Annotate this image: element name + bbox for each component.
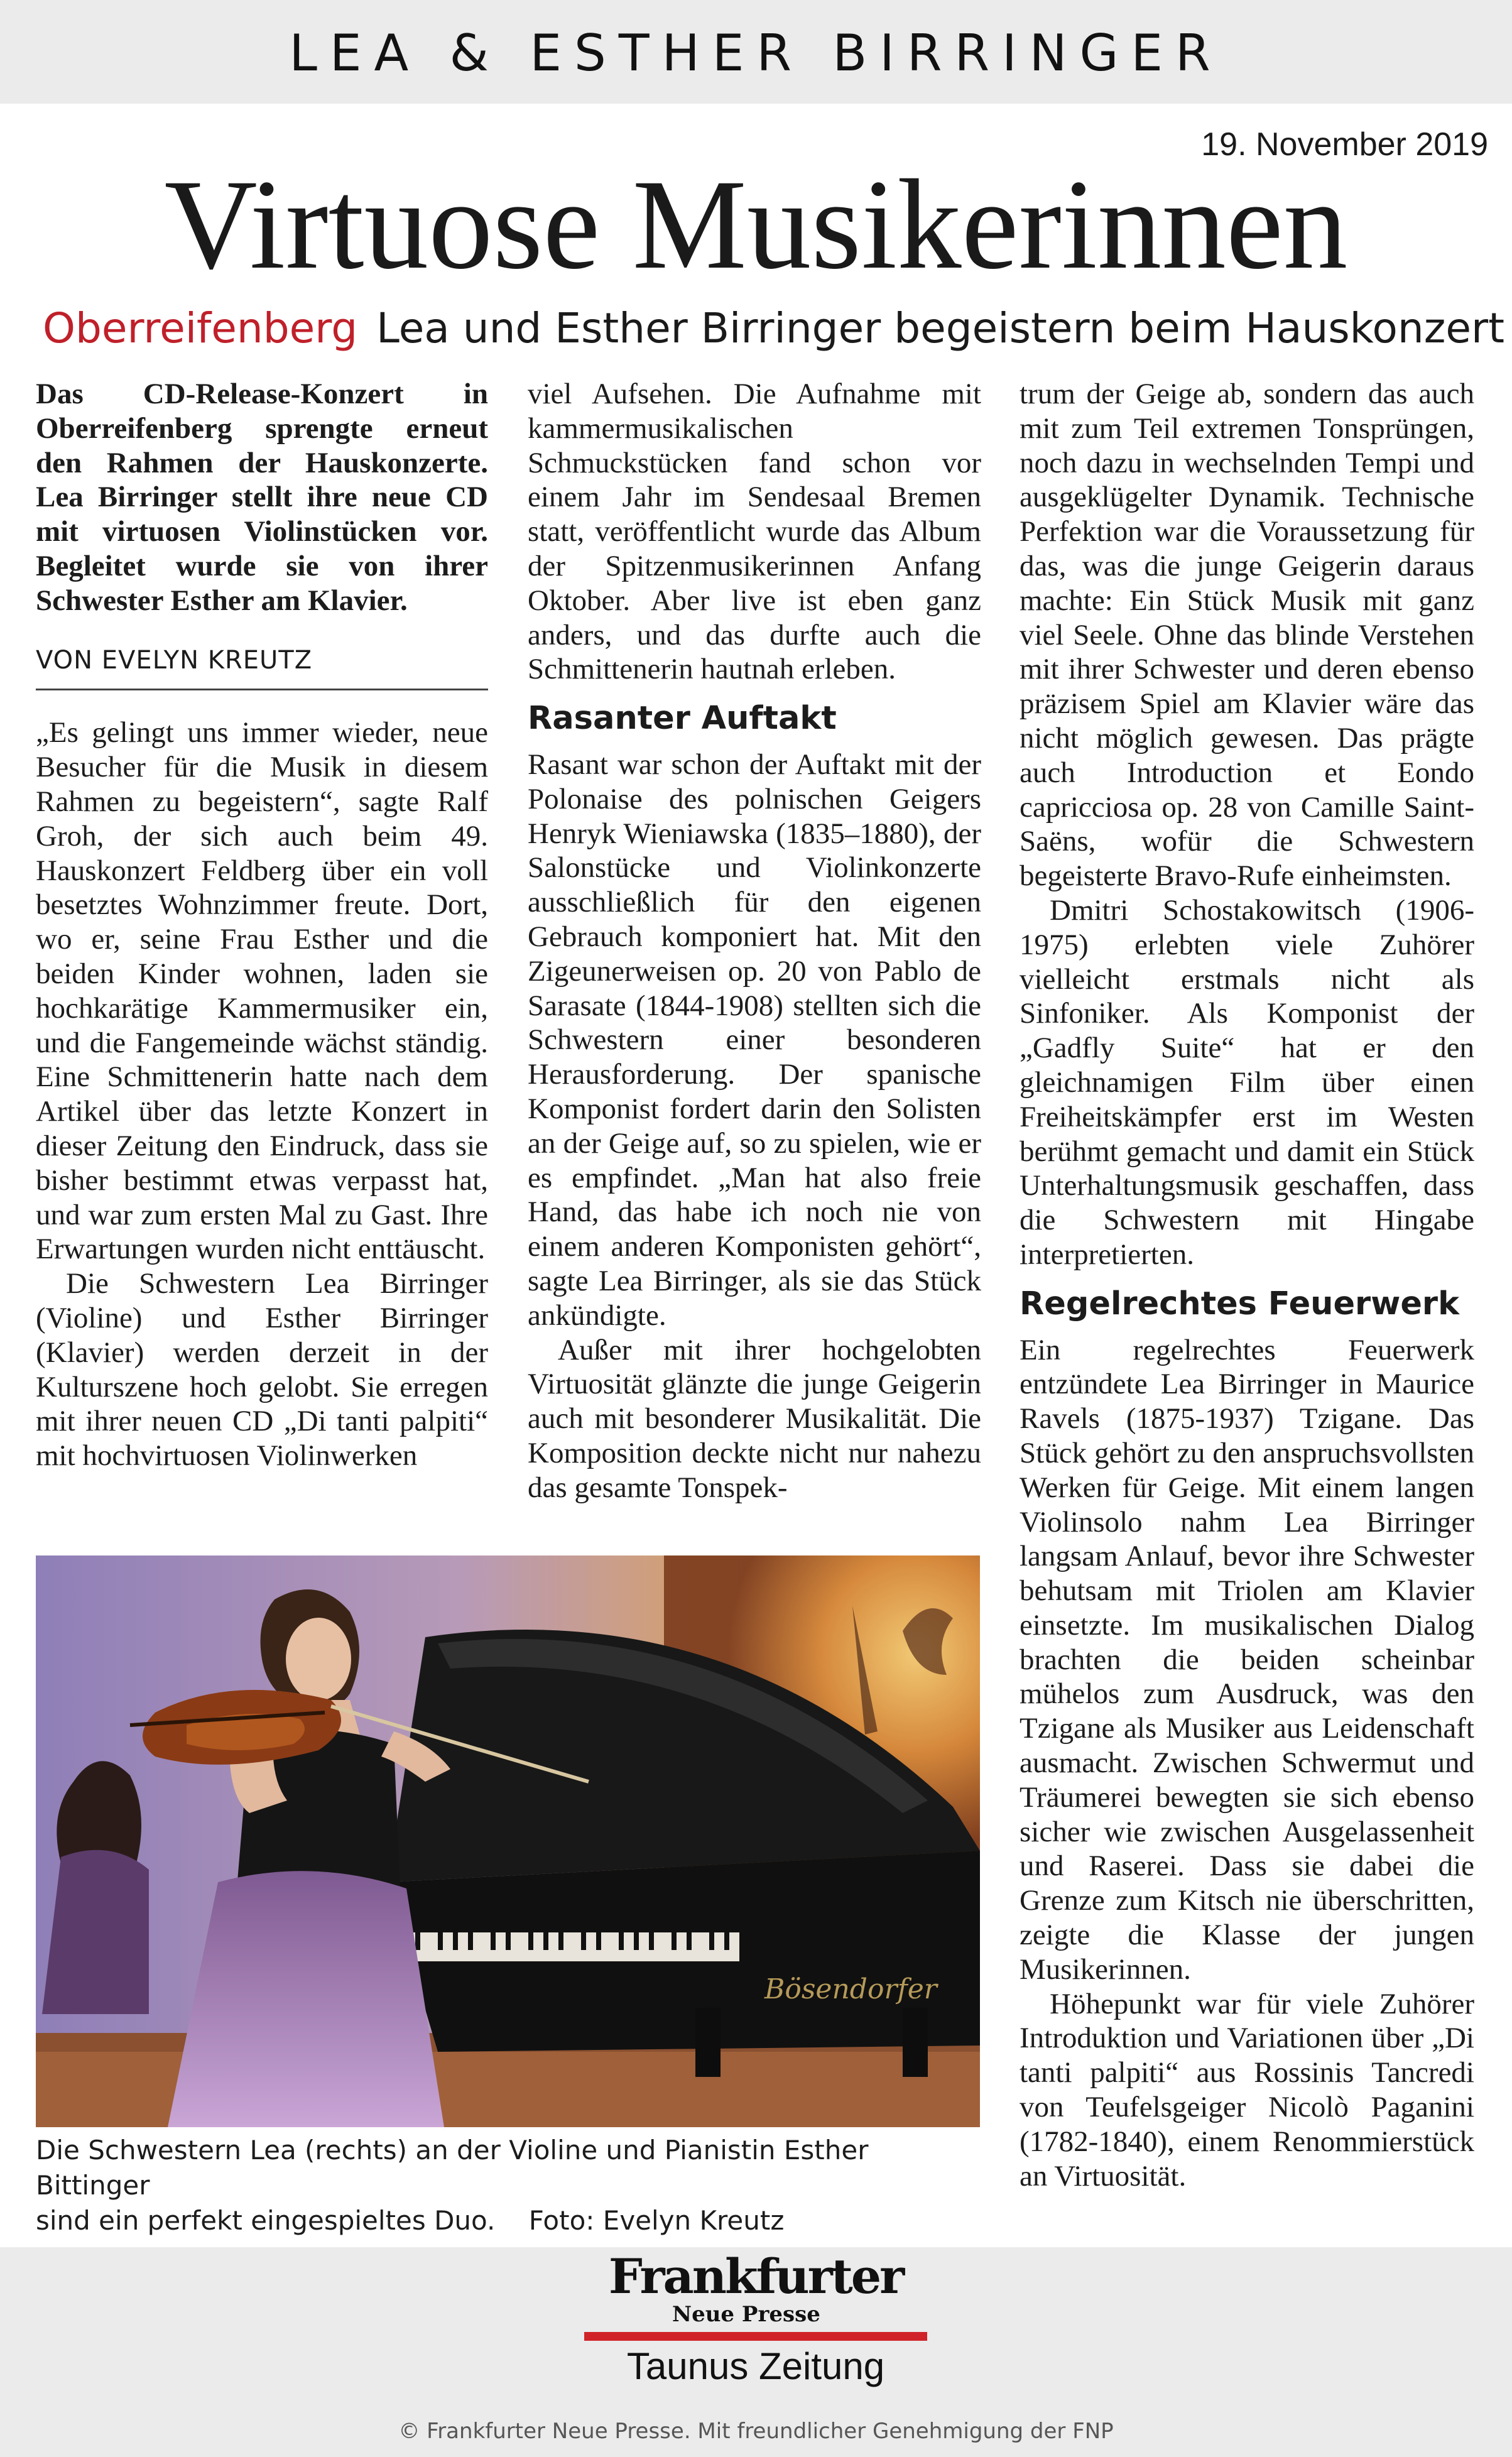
paragraph: Rasant war schon der Auftakt mit der Polonaise des polnischen Geigers Henryk Wieniawska (1835–1880), der Salonstücke und Violinkonzerte ausschließlich für den eigenen Gebrauch komponiert hat. Mit den Zigeunerweisen op. 20 von Pablo de Sarasate (1844-1908) stellten sich die Schwestern einer besonderen Herausforderung. Der spanische Komponist fordert darin den Solisten an der Geige auf, so zu spielen, wie er es empfindet. „Man hat also freie Hand, das habe ich noch nie von einem anderen Komponisten gehört“, sagte Lea Birringer, als sie das Stück ankündigte. (528, 748, 981, 1332)
concert-photo (36, 1555, 980, 2127)
paragraph: viel Aufsehen. Die Aufnahme mit kammermusikalischen Schmuckstücken fand schon vor einem Jahr im Sendesaal Bremen statt, veröffentlicht wurde das Album der Spitzenmusikerinnen Anfang Oktober. Aber live ist eben ganz anders, und das durfte auch die Schmittenerin hautnah erleben. (528, 378, 981, 686)
subheading-rasanter-auftakt: Rasanter Auftakt (528, 700, 837, 738)
dateline-place: Oberreifenberg (43, 304, 358, 352)
logo-sub-text: Neue Presse (672, 2302, 820, 2327)
article-column-1 (36, 377, 488, 1473)
paragraph: Höhepunkt war für viele Zuhörer Introduktion und Variationen über „Di tanti palpiti“ aus Rossinis Tancredi von Teufelsgeiger Nicolò Paganini (1782-1840), einem Renommierstück an Virtuosität. (1020, 1987, 1474, 2193)
local-edition-name: Taunus Zeitung (626, 2345, 885, 2387)
article-headline: Virtuose Musikerinnen (164, 153, 1348, 296)
article-column-3 (1020, 377, 1474, 2193)
paragraph: „Es gelingt uns immer wieder, neue Besucher für die Musik in diesem Rahmen zu begeistern“, sagte Ralf Groh, der sich auch beim 49. Hauskonzert Feldberg über ein voll besetztes Wohnzimmer freute. Dort, wo er, seine Frau Esther und die beiden Kinder wohnen, laden sie hochkarätige Kammermusiker ein, und die Fangemeinde wächst ständig. Eine Schmittenerin hatte nach dem Artikel über das letzte Konzert in dieser Zeitung den Eindruck, dass sie bisher bestimmt etwas verpasst hat, und war zum ersten Mal zu Gast. Ihre Erwartungen wurden nicht enttäuscht. (36, 716, 488, 1266)
subheading-regelrechtes-feuerwerk: Regelrechtes Feuerwerk (1020, 1285, 1459, 1322)
article-lead: Das CD-Release-Konzert in Oberreifenberg sprengte erneut den Rahmen der Hauskonzerte. Lea Birringer stellt ihre neue CD mit virtuosen Violinstücken vor. Begleitet wurde sie von ihrer Schwester Esther am Klavier. (36, 378, 488, 617)
paragraph: trum der Geige ab, sondern das auch mit zum Teil extremen Tonsprüngen, noch dazu in wechselnden Tempi und ausgeklügelter Dynamik. Technische Perfektion war die Voraussetzung für das, was die junge Geigerin daraus machte: Ein Stück Musik mit ganz viel Seele. Ohne das blinde Verstehen mit ihrer Schwester und deren ebenso präzisem Spiel am Klavier wäre das nicht möglich gewesen. Das prägte auch Introduction et Eondo capricciosa op. 28 von Camille Saint-Saëns, wofür die Schwestern begeisterte Bravo-Rufe einheimsten. (1020, 378, 1474, 893)
article-subheadline-row (43, 304, 1504, 352)
article-column-2 (528, 377, 981, 1505)
logo-main-text: Frankfurter (608, 2248, 903, 2304)
caption-line: Die Schwestern Lea (rechts) an der Violine und Pianistin Esther Bittinger (36, 2135, 869, 2201)
paragraph: Außer mit ihrer hochgelobten Virtuosität glänzte die junge Geigerin auch mit besonderer Musikalität. Die Komposition deckte nicht nur nahezu das gesamte Tonspek- (528, 1333, 981, 1504)
photo-credit: Foto: Evelyn Kreutz (528, 2205, 785, 2236)
logo-red-bar (584, 2332, 927, 2341)
header-title: LEA & ESTHER BIRRINGER (289, 24, 1223, 82)
copyright-notice: © Frankfurter Neue Presse. Mit freundlicher Genehmigung der FNP (398, 2419, 1114, 2444)
photo-caption (36, 2133, 980, 2238)
byline: VON EVELYN KREUTZ (36, 643, 488, 691)
article-subheadline: Lea und Esther Birringer begeistern beim Hauskonzert (376, 304, 1505, 352)
paragraph: Die Schwestern Lea Birringer (Violine) und Esther Birringer (Klavier) werden derzeit in der Kulturszene hoch gelobt. Sie erregen mit ihrer neuen CD „Di tanti palpiti“ mit hochvirtuosen Violinwerken (36, 1267, 488, 1473)
publication-date: 19. November 2019 (1201, 126, 1488, 163)
caption-line: sind ein perfekt eingespieltes Duo. (36, 2205, 496, 2236)
paragraph: Ein regelrechtes Feuerwerk entzündete Lea Birringer in Maurice Ravels (1875-1937) Tzigane. Das Stück gehört zu den anspruchsvollsten Werken für Geige. Mit einem langen Violinsolo nahm Lea Birringer langsam Anlauf, bevor ihre Schwester behutsam mit Triolen am Klavier einsetzte. Im musikalischen Dialog brachten die beiden scheinbar mühelos zum Ausdruck, was den Tzigane als Musiker aus Leidenschaft ausmacht. Zwischen Schwermut und Träumerei bewegten sie sich ebenso sicher wie zwischen Ausgelassenheit und Raserei. Dass sie dabei die Grenze zum Kitsch nie überschritten, zeigte die Klasse der jungen Musikerinnen. (1020, 1333, 1474, 1986)
piano-brand-label: Bösendorfer (764, 1973, 937, 2005)
paragraph: Dmitri Schostakowitsch (1906-1975) erlebten viele Zuhörer vielleicht erstmals nicht als Sinfoniker. Als Komponist der „Gadfly Suite“ hat er den gleichnamigen Film über einen Freiheitskämpfer erst im Westen berühmt gemacht und damit ein Stück Unterhaltungsmusik geschaffen, dass die Schwestern mit Hingabe interpretierten. (1020, 893, 1474, 1271)
newspaper-logo (584, 2248, 927, 2388)
